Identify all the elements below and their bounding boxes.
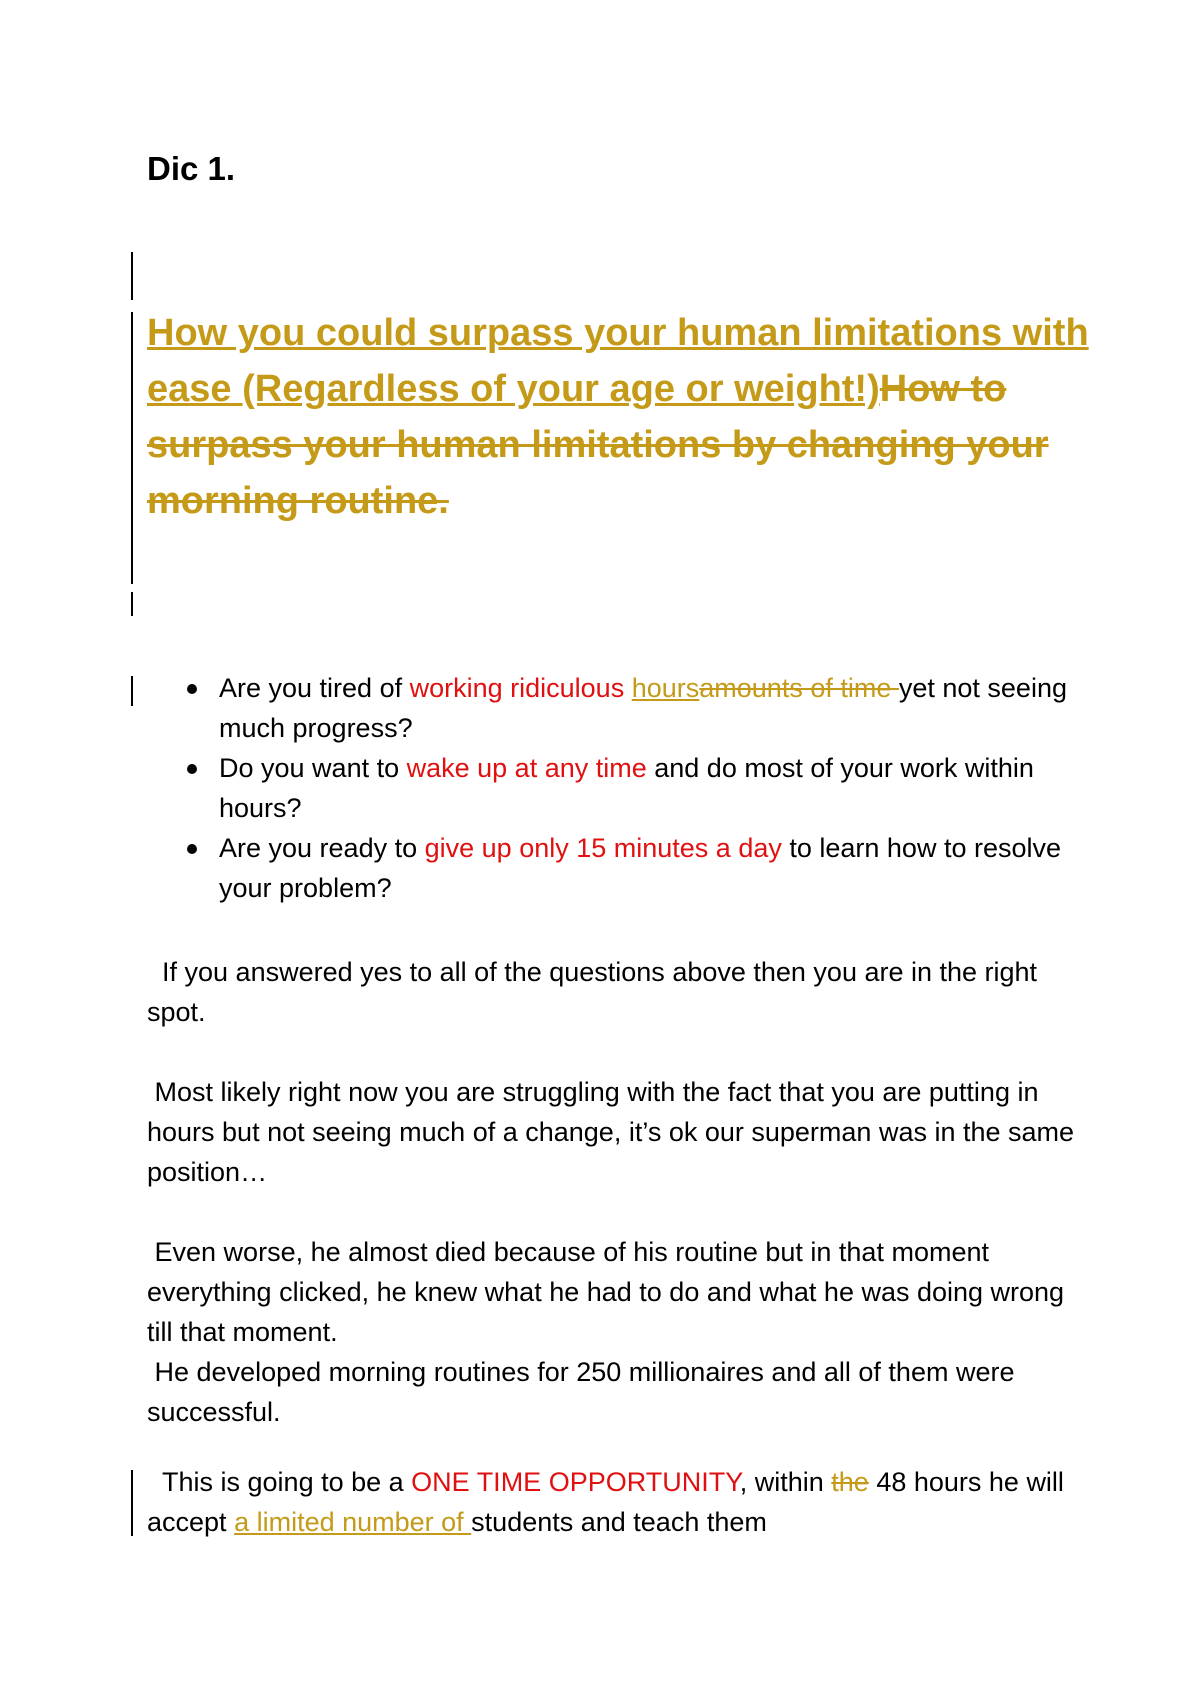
paragraph-highlight: ONE TIME OPPORTUNITY: [411, 1467, 740, 1497]
bullet-icon: [187, 844, 197, 854]
list-item: [147, 748, 1097, 828]
bullet-text: yet not seeing much progress?: [219, 673, 1067, 743]
revision-bar: [131, 252, 133, 300]
paragraph-text: This is going to be a: [147, 1467, 412, 1497]
paragraph: Most likely right now you are struggling with the fact that you are putting in hours but not seeing much of a change, it’s ok our superman was in the same position…: [147, 1077, 1082, 1187]
paragraph-deleted-text: the: [831, 1467, 869, 1497]
revision-bar: [131, 592, 133, 616]
paragraph-text: , within: [739, 1467, 832, 1497]
document-heading: Dic 1.: [147, 150, 236, 187]
document-title: [147, 305, 1107, 529]
paragraph: Even worse, he almost died because of his routine but in that moment everything clicked, he knew what he had to do and what he was doing wrong till that moment.: [147, 1237, 1072, 1347]
bullet-highlight: give up only 15 minutes a day: [424, 833, 782, 863]
bullet-text: Do you want to: [219, 753, 407, 783]
revision-bar: [131, 1470, 133, 1536]
revision-bar: [131, 676, 133, 706]
revision-bar: [131, 312, 133, 584]
list-item: [147, 828, 1097, 908]
title-inserted-text: How you could surpass your human limitations with ease (Regardless of your age or weight!): [147, 312, 1089, 410]
bullet-text: and do most of your work within hours?: [219, 753, 1034, 823]
paragraph-inserted-text: a limited number of: [234, 1507, 472, 1537]
bullet-deleted-text: amounts of time: [699, 673, 899, 703]
bullet-highlight: working ridiculous: [409, 673, 625, 703]
bullet-text: Are you ready to: [219, 833, 425, 863]
paragraph-text: students and teach them: [471, 1507, 767, 1537]
paragraph: [147, 1462, 1097, 1542]
bullet-icon: [187, 684, 197, 694]
bullet-icon: [187, 764, 197, 774]
title-deleted-text: How to surpass your human limitations by changing your morning routine.: [147, 368, 1049, 522]
paragraph: He developed morning routines for 250 millionaires and all of them were successful.: [147, 1357, 1022, 1427]
bullet-inserted-text: hours: [631, 673, 700, 703]
bullet-text: to learn how to resolve your problem?: [219, 833, 1062, 903]
paragraph: If you answered yes to all of the questions above then you are in the right spot.: [147, 957, 1045, 1027]
list-item: [147, 668, 1097, 748]
bullet-text: Are you tired of: [219, 673, 410, 703]
paragraph-text: 48 hours he will accept: [147, 1467, 1072, 1537]
bullet-highlight: wake up at any time: [406, 753, 647, 783]
bullet-space: [624, 673, 632, 703]
question-list: [147, 668, 1097, 908]
